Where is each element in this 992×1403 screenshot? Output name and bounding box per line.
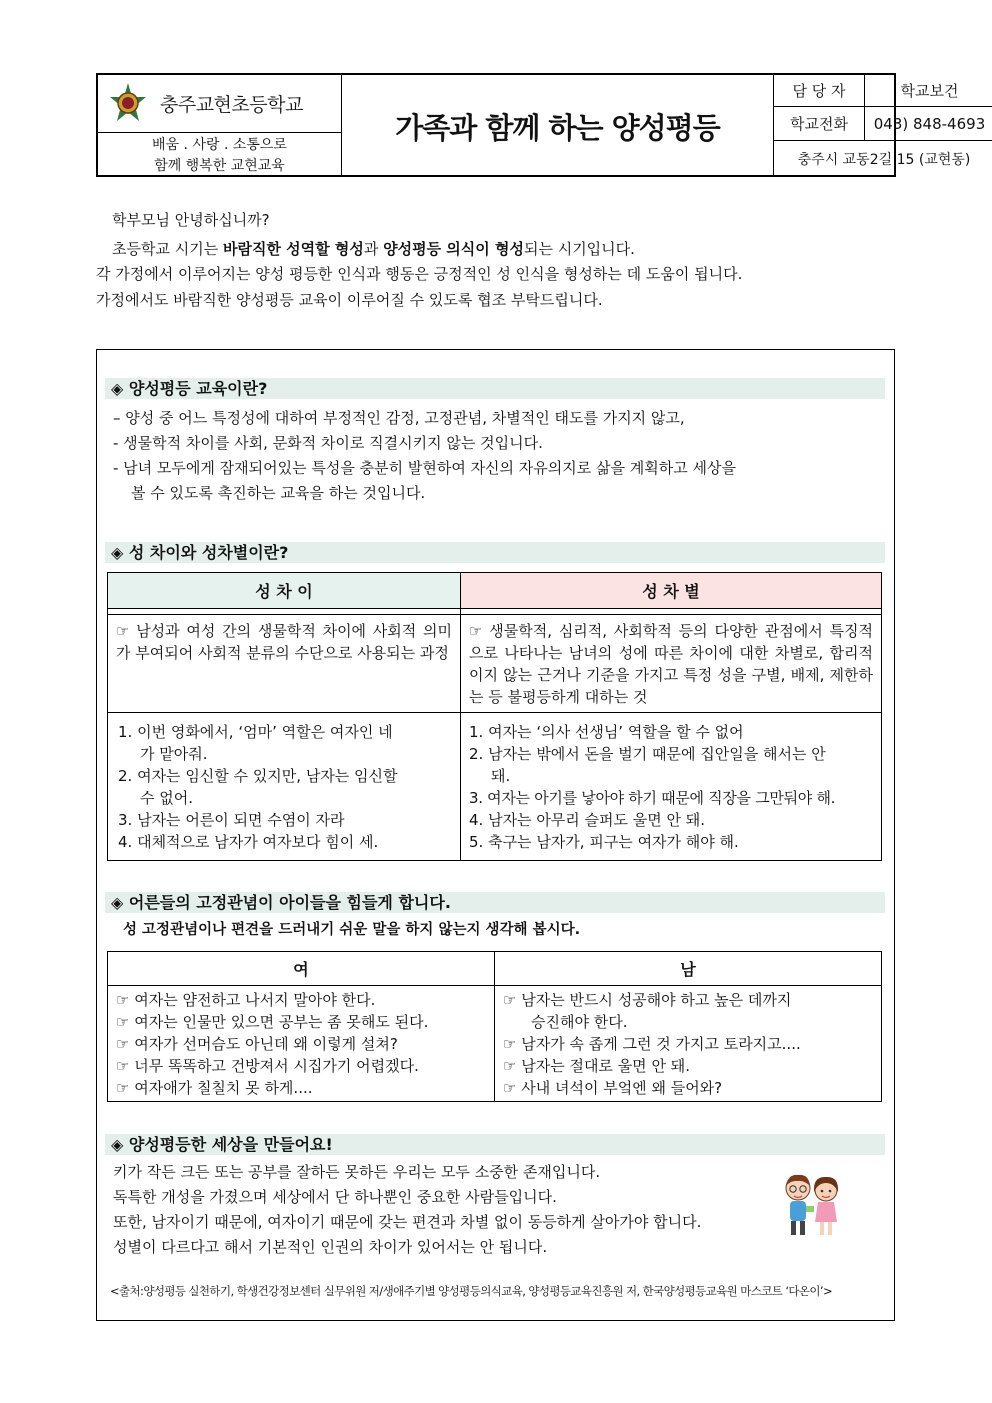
list-item: ☞ 남자는 반드시 성공해야 하고 높은 데까지 <box>503 991 792 1009</box>
female-stereotype-list <box>108 986 495 1102</box>
school-address: 충주시 교동2길 15 (교현동) <box>797 152 971 168</box>
source-citation: <출처:양성평등 실천하기, 학생건강정보센터 실무위원 저/생애주기별 양성평등의식교육, 양성평등교육진흥원 저, 한국양성평등교육원 마스코트 ‘다온이’> <box>110 1284 833 1298</box>
intro-line-2-c: 되는 시기입니다. <box>523 240 635 258</box>
section-heading-gender-equality-education: ◈ 양성평등 교육이란? <box>105 378 885 399</box>
closing-line-4: 성별이 다르다고 해서 기본적인 인권의 차이가 있어서는 안 됩니다. <box>113 1238 548 1256</box>
gender-difference-definition <box>108 615 461 713</box>
list-item: 1. 여자는 ‘의사 선생님’ 역할을 할 수 없어 <box>469 723 744 741</box>
list-item: 3. 여자는 아기를 낳아야 하기 때문에 직장을 그만둬야 해. <box>469 789 836 807</box>
stereotype-table <box>107 951 882 1102</box>
male-stereotype-list <box>495 986 882 1102</box>
gender-difference-examples <box>108 713 461 861</box>
gender-discrimination-definition <box>461 615 882 713</box>
list-item: 1. 이번 영화에서, ‘엄마’ 역할은 여자인 네 <box>118 723 393 741</box>
table-header-female: 여 <box>108 952 495 986</box>
list-item: ☞ 남자는 절대로 울면 안 돼. <box>503 1057 690 1075</box>
section1-line-3: - 남녀 모두에게 잠재되어있는 특성을 충분히 발현하여 자신의 자유의지로 삶을 계획하고 세상을 <box>113 459 736 477</box>
closing-line-1: 키가 작든 크든 또는 공부를 잘하든 못하든 우리는 모두 소중한 존재입니다. <box>113 1163 601 1181</box>
section1-line-4: 볼 수 있도록 촉진하는 교육을 하는 것입니다. <box>131 484 426 502</box>
table-header-gender-discrimination: 성 차 별 <box>461 573 882 609</box>
list-item: 2. 남자는 밖에서 돈을 벌기 때문에 집안일을 해서는 안 <box>469 745 826 763</box>
intro-line-2-b: 과 <box>363 240 384 258</box>
intro-line-3: 각 가정에서 이루어지는 양성 평등한 인식과 행동은 긍정적인 성 인식을 형성하는 데 도움이 됩니다. <box>96 265 743 283</box>
intro-line-2-bold-1: 바람직한 성역할 형성 <box>222 240 364 258</box>
intro-line-2 <box>96 237 635 262</box>
info-label-phone: 학교전화 <box>774 107 865 141</box>
info-value-manager: 학교보건 <box>865 75 992 107</box>
gender-discrimination-examples <box>461 713 882 861</box>
mascot-illustration <box>776 1170 846 1240</box>
list-item: 4. 대체적으로 남자가 여자보다 힘이 세. <box>118 833 379 851</box>
section-heading-equal-world: ◈ 양성평등한 세상을 만들어요! <box>105 1134 885 1155</box>
list-item: ☞ 사내 녀석이 부엌엔 왜 들어와? <box>503 1079 723 1097</box>
list-item: 수 없어. <box>140 789 194 807</box>
gender-difference-table <box>107 572 882 861</box>
section-heading-gender-difference-discrimination: ◈ 성 차이와 성차별이란? <box>105 542 885 563</box>
closing-line-2: 독특한 개성을 가졌으며 세상에서 단 하나뿐인 중요한 사람들입니다. <box>113 1188 557 1206</box>
intro-line-2-a: 초등학교 시기는 <box>112 240 223 258</box>
motto-line-2: 함께 행복한 교현교육 <box>154 158 285 174</box>
list-item: 승진해야 한다. <box>531 1013 628 1031</box>
list-item: ☞ 여자는 얌전하고 나서지 말아야 한다. <box>116 991 376 1009</box>
closing-line-3: 또한, 남자이기 때문에, 여자이기 때문에 갖는 편견과 차별 없이 동등하게 살아가야 합니다. <box>113 1213 702 1231</box>
list-item: 2. 여자는 임신할 수 있지만, 남자는 임신할 <box>118 767 398 785</box>
school-logo-cell <box>98 75 342 133</box>
list-item: ☞ 여자가 선머슴도 아닌데 왜 이렇게 설쳐? <box>116 1035 398 1053</box>
list-item: ☞ 여자애가 칠칠치 못 하게.... <box>116 1079 313 1097</box>
info-value-phone: 043) 848-4693 <box>865 107 992 141</box>
intro-line-2-bold-2: 양성평등 의식이 형성 <box>383 240 524 258</box>
section3-subtitle: 성 고정관념이나 편견을 드러내기 쉬운 말을 하지 않는지 생각해 봅시다. <box>123 922 581 938</box>
list-item: 돼. <box>491 767 511 785</box>
table-header-gender-difference: 성 차 이 <box>108 573 461 609</box>
gender-difference-definition-text: ☞ 남성과 여성 간의 생물학적 차이에 사회적 의미가 부여되어 사회적 분류의 수단으로 사용되는 과정 <box>116 622 452 662</box>
gender-discrimination-definition-text: ☞ 생물학적, 심리적, 사회학적 등의 다양한 관점에서 특징적으로 나타나는 남녀의 성에 따른 차이에 대한 차별로, 합리적이지 않는 근거나 기준을 가지고 특정 성을 구별, 배제, 제한하는 등 불평등하게 대하는 것 <box>469 622 873 706</box>
list-item: 3. 남자는 어른이 되면 수염이 자라 <box>118 811 345 829</box>
list-item: 4. 남자는 아무리 슬퍼도 울면 안 돼. <box>469 811 706 829</box>
list-item: ☞ 남자가 속 좁게 그런 것 가지고 토라지고.... <box>503 1035 801 1053</box>
list-item: ☞ 여자는 인물만 있으면 공부는 좀 못해도 된다. <box>116 1013 429 1031</box>
header-table <box>96 73 986 177</box>
list-item: ☞ 너무 똑똑하고 건방져서 시집가기 어렵겠다. <box>116 1057 419 1075</box>
section1-line-1: – 양성 중 어느 특정성에 대하여 부정적인 감정, 고정관념, 차별적인 태도를 가지지 않고, <box>113 409 685 427</box>
list-item: 가 맡아줘. <box>140 745 208 763</box>
intro-line-1: 학부모님 안녕하십니까? <box>112 211 270 229</box>
section-heading-stereotypes: ◈ 어른들의 고정관념이 아이들을 힘들게 합니다. <box>105 892 885 913</box>
school-emblem-icon <box>106 81 150 125</box>
page-title: 가족과 함께 하는 양성평등 <box>342 75 774 177</box>
list-item: 5. 축구는 남자가, 피구는 여자가 해야 해. <box>469 833 739 851</box>
info-label-manager: 담 당 자 <box>774 75 865 107</box>
intro-line-4: 가정에서도 바람직한 양성평등 교육이 이루어질 수 있도록 협조 부탁드립니다. <box>96 291 603 309</box>
school-motto <box>98 133 342 177</box>
table-header-male: 남 <box>495 952 882 986</box>
motto-line-1: 배움 . 사랑 . 소통으로 <box>152 137 287 153</box>
school-name: 충주교현초등학교 <box>160 94 303 116</box>
section1-line-2: - 생물학적 차이를 사회, 문화적 차이로 직결시키지 않는 것입니다. <box>113 434 543 452</box>
